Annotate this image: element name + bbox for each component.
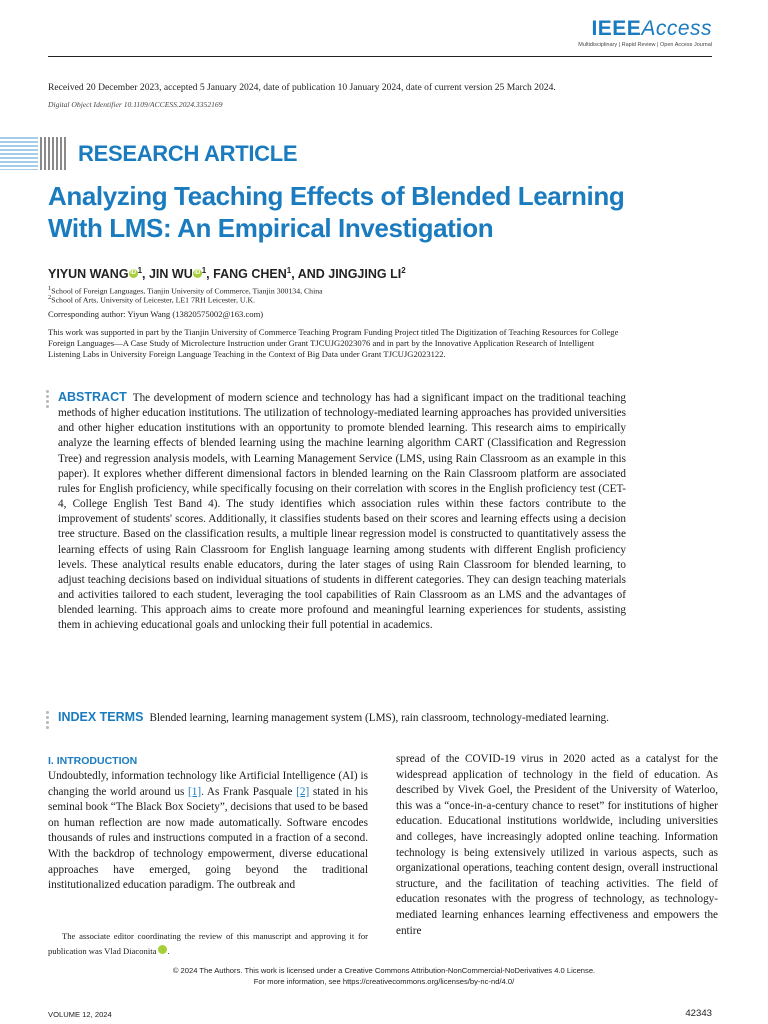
abstract-text: The development of modern science and technology has had a significant impact on the traditional teaching methods of higher education institutions. The utilization of technology-mediated learning approaches has provided universities and other higher education institutions with an opportunity to promote blended learning. This research aims to empirically analyze the learning effects of blended learning using the machine learning algorithm CART (Classification and Regression Tree) and regression analysis models, with Learning Management Service (LMS, using Rain Classroom as an example in this paper). It explores whether different dimensional factors in blended learning on the Rain Classroom platform are associated rules for English proficiency, while specifically focusing on their correlation with scores in the English proficiency test (CET-4, College English Test Band 4). The study identifies which association rules within these factors contribute to the improvement of students' scores. Additionally, it classifies students based on their scores and learning effects using a decision tree structure. Based on the classification results, a multiple linear regression model is constructed to quantitatively assess the learning effects of using Rain Classroom for English language learning among students with different English proficiency levels. These analytical results enable educators, during the later stages of using Rain Classroom for blended learning, to adjust teaching decisions based on individual situations of students in different categories. They can design teaching materials and activities tailored to each student, leveraging the tool capabilities of Rain Classroom as an LMS and the advantages of blended learning. This approach aims to create more profound and meaningful learning experiences for students, assisting them in achieving educational goals and unlocking their full potential in academics. — [58, 392, 626, 632]
abstract-label: ABSTRACT — [58, 390, 127, 404]
corresponding-author: Corresponding author: Yiyun Wang (13820575002@163.com) — [48, 309, 264, 319]
volume-label: VOLUME 12, 2024 — [48, 1010, 112, 1019]
received-dates: Received 20 December 2023, accepted 5 January 2024, date of publication 10 January 2024, date of current version 25 March 2024. — [48, 82, 556, 93]
orcid-icon[interactable]: iD — [130, 270, 137, 277]
affiliation: $^2$School of Arts, University of Leicester, LE1 7RH Leicester, U.K. — [48, 294, 256, 305]
author-affil-sup: 1 — [137, 266, 143, 275]
header-rule — [48, 56, 712, 57]
section-heading: I. INTRODUCTION — [48, 755, 138, 767]
index-terms-label: INDEX TERMS — [58, 710, 144, 724]
author-name[interactable]: YIYUN WANG — [48, 267, 129, 282]
index-terms — [58, 710, 626, 726]
author-name[interactable]: FANG CHEN — [213, 267, 287, 282]
affiliation: $^1$School of Foreign Languages, Tianjin University of Commerce, Tianjin 300134, China — [48, 285, 323, 296]
author-name[interactable]: AND JINGJING LI — [297, 267, 402, 282]
article-title: Analyzing Teaching Effects of Blended Learning With LMS: An Empirical Investigation — [48, 181, 625, 243]
citation-link[interactable]: [2] — [296, 785, 310, 798]
author-list: YIYUN WANG iD $^1$, JIN WU iD $^1$, FANG CHEN$^1$, AND JINGJING $LI^2$ — [48, 266, 406, 282]
doi-line: Digital Object Identifier 10.1109/ACCESS.2024.3352169 — [48, 100, 223, 109]
author-affil-sup: 1 — [286, 266, 292, 275]
license-link[interactable]: For more information, see https://creativecommons.org/licenses/by-nc-nd/4.0/ — [253, 977, 515, 986]
article-band-graphic — [0, 137, 68, 170]
index-terms-dots-decoration — [46, 711, 50, 731]
intro-paragraph-left: Undoubtedly, information technology like Artificial Intelligence (AI) is changing the world around us [1]. As Frank Pasquale [2] stated in his seminal book “The Black Box Society”, decisions that used to be based on human reflection are now made automatically. Software encodes thousands of rules and instructions computed in a fraction of a second. With the backdrop of technology empowerment, diverse educational approaches have emerged, going beyond the traditional institutionalized education paradigm. The outbreak and — [48, 770, 369, 892]
intro-paragraph-right: spread of the COVID-19 virus in 2020 acted as a catalyst for the widespread application of technology in the field of education. As described by Vivek Goel, the President of the University of Waterloo, this was a “once-in-a-century chance to reset” for institutions of higher education. Educational institutions worldwide, including universities and colleges, have increasingly adopted online teaching. Information technology is being extensively utilized in various aspects, such as organizational operations, teaching content design, overall instructional structure, and the facilitation of teaching activities. The field of education resonates with the progress of technology, as technology-mediated learning enhances learning effectiveness and empowers the entire — [396, 753, 718, 937]
author-name[interactable]: JIN WU — [148, 267, 193, 282]
logo-access: Access — [641, 17, 712, 40]
author-affil-sup: 1 — [201, 266, 207, 275]
funding-statement: This work was supported in part by the Tianjin University of Commerce Teaching Program Funding Project titled The Digitization of Teaching Resources for College Foreign Languages—A Case Study of Microlecture Instruction under Grant TJCUJG2023076 and in part by the Innovative Application Research of Intelligent Listening Labs in University Foreign Language Teaching in the Context of Big Data under Grant TJCUJG2023122. — [48, 327, 619, 360]
journal-logo — [578, 18, 712, 48]
orcid-icon[interactable]: iD — [194, 270, 201, 277]
orcid-icon[interactable]: iD — [158, 945, 167, 954]
page-number: 42343 — [685, 1008, 712, 1019]
abstract-dots-decoration — [46, 390, 50, 410]
citation-link[interactable]: [1] — [188, 785, 202, 798]
article-type-label: RESEARCH ARTICLE — [78, 141, 298, 166]
index-terms-text: Blended learning, learning management system (LMS), rain classroom, technology-mediated learning. — [149, 712, 609, 724]
logo-tagline: Multidisciplinary | Rapid Review | Open Access Journal — [578, 42, 712, 48]
abstract — [58, 390, 626, 634]
logo-ieee: IEEE — [591, 17, 642, 40]
license-line: © 2024 The Authors. This work is licensed under a Creative Commons Attribution-NonCommercial-NoDerivatives 4.0 License. — [172, 966, 596, 975]
editor-footnote: The associate editor coordinating the review of this manuscript and approving it for publication was Vlad Diaconita iD. — [48, 931, 368, 957]
author-affil-sup: 2 — [401, 266, 406, 275]
